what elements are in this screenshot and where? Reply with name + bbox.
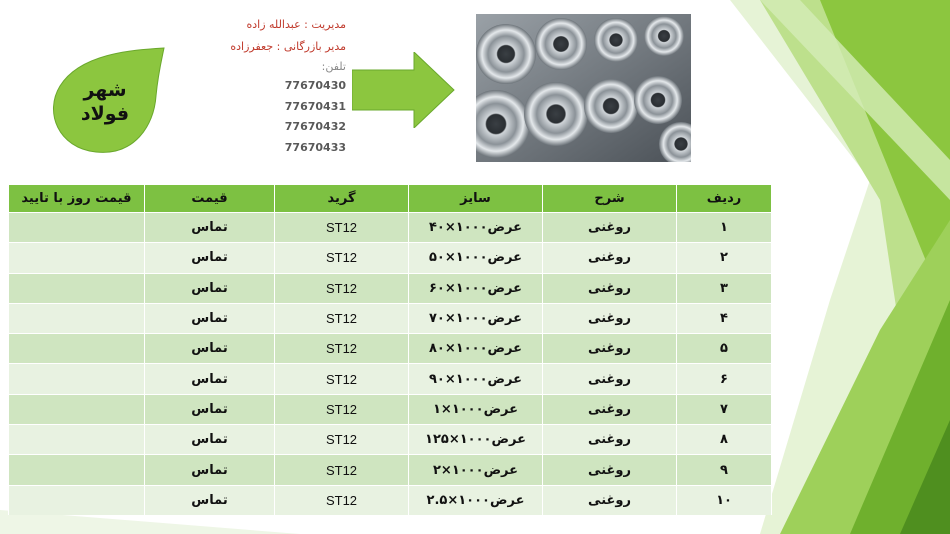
cell-price: تماس — [145, 425, 275, 455]
cell-grade: ST12 — [275, 213, 409, 243]
cell-grade: ST12 — [275, 334, 409, 364]
cell-daily-price — [9, 243, 145, 273]
cell-grade: ST12 — [275, 273, 409, 303]
header-row-number: ردیف — [677, 185, 772, 213]
table-header-row — [9, 185, 772, 213]
cell-size: عرض۱۰۰۰×۲ — [409, 455, 543, 485]
table-row — [9, 485, 772, 515]
cell-grade: ST12 — [275, 303, 409, 333]
cell-row-number: ۴ — [677, 303, 772, 333]
phone-number: 77670433 — [284, 140, 346, 154]
cell-description: روغنی — [543, 394, 677, 424]
cell-row-number: ۶ — [677, 364, 772, 394]
header-size: سایز — [409, 185, 543, 213]
header-grade: گرید — [275, 185, 409, 213]
cell-size: عرض۱۰۰۰×۷۰ — [409, 303, 543, 333]
cell-description: روغنی — [543, 303, 677, 333]
cell-grade: ST12 — [275, 425, 409, 455]
cell-price: تماس — [145, 364, 275, 394]
table-row — [9, 425, 772, 455]
cell-grade: ST12 — [275, 243, 409, 273]
cell-row-number: ۱۰ — [677, 485, 772, 515]
cell-daily-price — [9, 273, 145, 303]
contact-info — [200, 14, 346, 158]
cell-daily-price — [9, 394, 145, 424]
cell-daily-price — [9, 485, 145, 515]
cell-size: عرض۱۰۰۰×۲.۵ — [409, 485, 543, 515]
cell-grade: ST12 — [275, 394, 409, 424]
cell-description: روغنی — [543, 455, 677, 485]
commerce-manager-text: مدیر بازرگانی : جعفرزاده — [230, 40, 346, 53]
cell-size: عرض۱۰۰۰×۹۰ — [409, 364, 543, 394]
cell-size: عرض۱۰۰۰×۶۰ — [409, 273, 543, 303]
cell-row-number: ۵ — [677, 334, 772, 364]
cell-price: تماس — [145, 273, 275, 303]
cell-daily-price — [9, 364, 145, 394]
cell-description: روغنی — [543, 273, 677, 303]
cell-grade: ST12 — [275, 455, 409, 485]
cell-price: تماس — [145, 303, 275, 333]
table-row — [9, 273, 772, 303]
cell-daily-price — [9, 425, 145, 455]
table-row — [9, 455, 772, 485]
cell-size: عرض۱۰۰۰×۸۰ — [409, 334, 543, 364]
cell-row-number: ۹ — [677, 455, 772, 485]
header-price: قیمت — [145, 185, 275, 213]
cell-description: روغنی — [543, 213, 677, 243]
cell-size: عرض۱۰۰۰×۵۰ — [409, 243, 543, 273]
cell-grade: ST12 — [275, 364, 409, 394]
table-row — [9, 394, 772, 424]
cell-description: روغنی — [543, 425, 677, 455]
manager-text: مدیریت : عبدالله زاده — [246, 18, 346, 31]
phone-number: 77670430 — [284, 79, 346, 92]
cell-description: روغنی — [543, 334, 677, 364]
cell-daily-price — [9, 303, 145, 333]
header-description: شرح — [543, 185, 677, 213]
cell-description: روغنی — [543, 485, 677, 515]
table-row — [9, 213, 772, 243]
price-table — [8, 185, 772, 515]
cell-daily-price — [9, 334, 145, 364]
cell-grade: ST12 — [275, 485, 409, 515]
right-arrow-icon — [352, 52, 456, 128]
table-row — [9, 364, 772, 394]
cell-price: تماس — [145, 455, 275, 485]
table-row — [9, 334, 772, 364]
cell-row-number: ۷ — [677, 394, 772, 424]
table-row — [9, 243, 772, 273]
cell-size: عرض۱۰۰۰×۱۲۵ — [409, 425, 543, 455]
cell-row-number: ۸ — [677, 425, 772, 455]
phone-number: 77670431 — [284, 99, 346, 113]
steel-coils-photo — [476, 14, 691, 162]
cell-size: عرض۱۰۰۰×۴۰ — [409, 213, 543, 243]
phone-number: 77670432 — [284, 120, 346, 133]
cell-price: تماس — [145, 243, 275, 273]
cell-price: تماس — [145, 213, 275, 243]
logo-line-2: فولاد — [80, 103, 130, 125]
cell-row-number: ۳ — [677, 273, 772, 303]
table-row — [9, 303, 772, 333]
cell-description: روغنی — [543, 364, 677, 394]
cell-daily-price — [9, 455, 145, 485]
cell-row-number: ۱ — [677, 213, 772, 243]
logo-text — [62, 78, 148, 126]
cell-price: تماس — [145, 485, 275, 515]
phone-label: تلفن: — [321, 60, 346, 73]
cell-daily-price — [9, 213, 145, 243]
cell-row-number: ۲ — [677, 243, 772, 273]
cell-size: عرض۱۰۰۰×۱ — [409, 394, 543, 424]
header-daily-price: قیمت روز با تایید — [9, 185, 145, 213]
cell-price: تماس — [145, 394, 275, 424]
logo-line-1: شهر — [83, 79, 127, 101]
cell-description: روغنی — [543, 243, 677, 273]
cell-price: تماس — [145, 334, 275, 364]
